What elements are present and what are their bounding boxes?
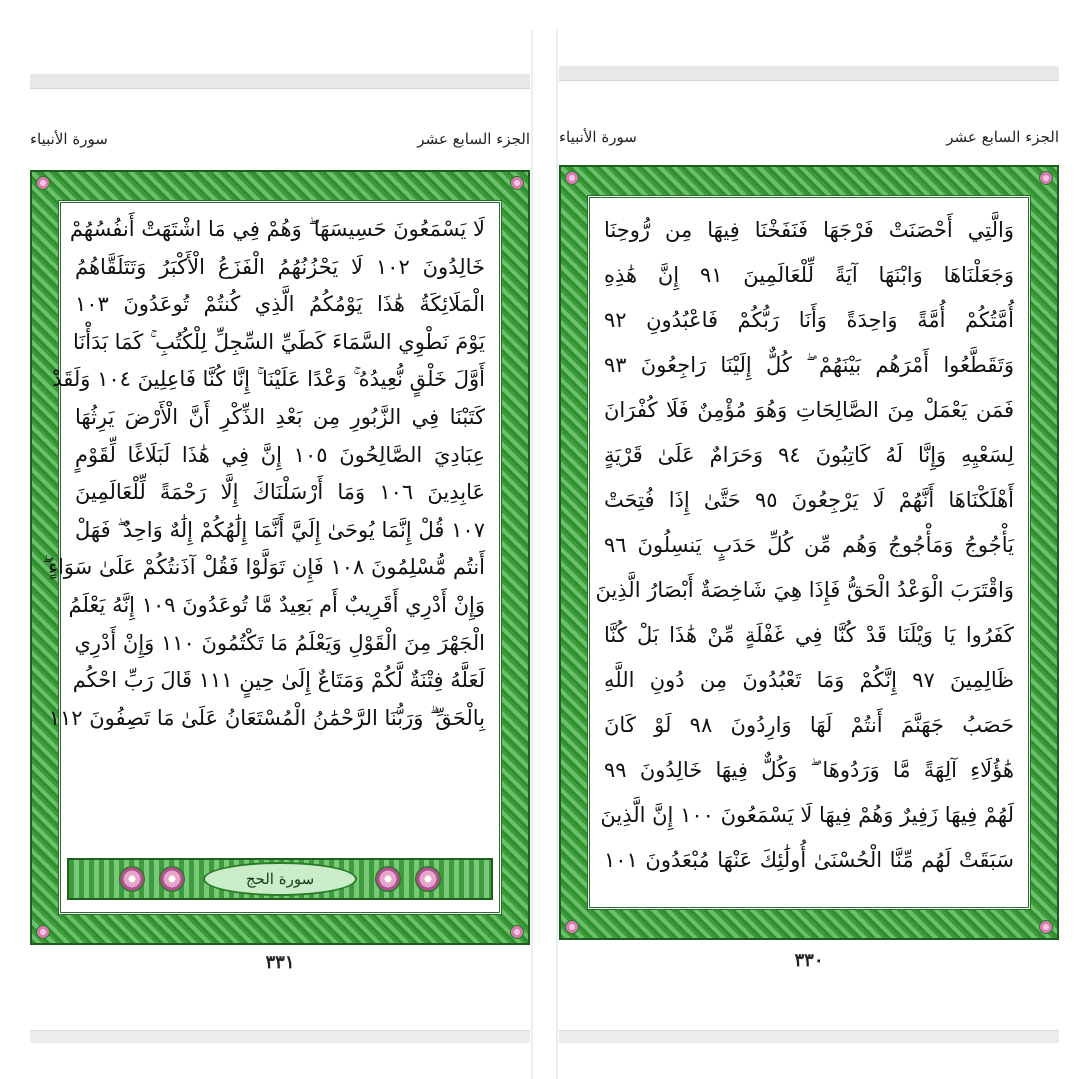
verse-line: لَعَلَّهُ فِتْنَةٌ لَّكُمْ وَمَتَاعٌ إِلَىٰ حِينٍ ١١١ قَالَ رَبِّ احْكُم <box>72 668 485 693</box>
floral-ornament-icon <box>119 866 145 892</box>
verse-line: فَمَن يَعْمَلْ مِنَ الصَّالِحَاتِ وَهُوَ مُؤْمِنٌ فَلَا كُفْرَانَ <box>604 398 1014 422</box>
left-juz-header: الجزء السابع عشر <box>417 130 530 148</box>
left-text-panel <box>42 200 502 915</box>
verse-line: كَفَرُوا يَا وَيْلَنَا قَدْ كُنَّا فِي غَفْلَةٍ مِّنْ هَٰذَا بَلْ كُنَّا <box>604 623 1014 647</box>
verse-line: هَٰؤُلَاءِ آلِهَةً مَّا وَرَدُوهَا ۖ وَكُلٌّ فِيهَا خَالِدُونَ ٩٩ <box>604 758 1014 782</box>
floral-ornament-icon <box>415 866 441 892</box>
verse-line: ظَالِمِينَ ٩٧ إِنَّكُمْ وَمَا تَعْبُدُونَ مِن دُونِ اللَّهِ <box>604 668 1014 692</box>
verse-line: عَابِدِينَ ١٠٦ وَمَا أَرْسَلْنَاكَ إِلَّا رَحْمَةً لِّلْعَالَمِينَ <box>75 480 485 505</box>
floral-ornament-icon <box>375 866 401 892</box>
left-mushaf-page <box>30 0 530 1079</box>
left-page-top-bar <box>30 74 530 89</box>
corner-ornament-icon <box>565 171 579 185</box>
verse-line: الْمَلَائِكَةُ هَٰذَا يَوْمُكُمُ الَّذِي كُنتُمْ تُوعَدُونَ ١٠٣ <box>75 292 485 317</box>
floral-ornament-icon <box>159 866 185 892</box>
verse-line: أَوَّلَ خَلْقٍ نُّعِيدُهُ ۚ وَعْدًا عَلَيْنَا ۚ إِنَّا كُنَّا فَاعِلِينَ ١٠٤ وَلَقَدْ <box>52 367 485 392</box>
verse-line: الْجَهْرَ مِنَ الْقَوْلِ وَيَعْلَمُ مَا تَكْتُمُونَ ١١٠ وَإِنْ أَدْرِي <box>74 630 485 655</box>
verse-line: عِبَادِيَ الصَّالِحُونَ ١٠٥ إِنَّ فِي هَٰذَا لَبَلَاغًا لِّقَوْمٍ <box>75 442 486 467</box>
verse-line: وَإِنْ أَدْرِي أَقَرِيبٌ أَم بَعِيدٌ مَّا تُوعَدُونَ ١٠٩ إِنَّهُ يَعْلَمُ <box>68 592 485 617</box>
verse-line: لِسَعْيِهِ وَإِنَّا لَهُ كَاتِبُونَ ٩٤ وَحَرَامٌ عَلَىٰ قَرْيَةٍ <box>604 443 1014 467</box>
right-page-top-bar <box>559 66 1059 81</box>
verse-line: حَصَبُ جَهَنَّمَ أَنتُمْ لَهَا وَارِدُونَ ٩٨ لَوْ كَانَ <box>604 713 1015 737</box>
verse-line: وَجَعَلْنَاهَا وَابْنَهَا آيَةً لِّلْعَالَمِينَ ٩١ إِنَّ هَٰذِهِ <box>604 263 1014 287</box>
corner-ornament-icon <box>36 176 50 190</box>
verse-line: لَهُمْ فِيهَا زَفِيرٌ وَهُمْ فِيهَا لَا يَسْمَعُونَ ١٠٠ إِنَّ الَّذِينَ <box>600 803 1014 827</box>
verse-line: كَتَبْنَا فِي الزَّبُورِ مِن بَعْدِ الذِّكْرِ أَنَّ الْأَرْضَ يَرِثُهَا <box>75 404 485 429</box>
right-juz-header: الجزء السابع عشر <box>946 128 1059 146</box>
left-page-bottom-bar <box>30 1030 530 1043</box>
verse-line: لَا يَسْمَعُونَ حَسِيسَهَا ۖ وَهُمْ فِي مَا اشْتَهَتْ أَنفُسُهُمْ <box>69 217 485 241</box>
left-surah-header: سورة الأنبياء <box>30 130 108 148</box>
verse-line: خَالِدُونَ ١٠٢ لَا يَحْزُنُهُمُ الْفَزَعُ الْأَكْبَرُ وَتَتَلَقَّاهُمُ <box>75 254 485 279</box>
corner-ornament-icon <box>36 925 50 939</box>
corner-ornament-icon <box>510 925 524 939</box>
corner-ornament-icon <box>1039 920 1053 934</box>
verse-line: وَاقْتَرَبَ الْوَعْدُ الْحَقُّ فَإِذَا هِيَ شَاخِصَةٌ أَبْصَارُ الَّذِينَ <box>595 578 1014 602</box>
verse-line: أَهْلَكْنَاهَا أَنَّهُمْ لَا يَرْجِعُونَ ٩٥ حَتَّىٰ إِذَا فُتِحَتْ <box>604 488 1015 512</box>
right-surah-header: سورة الأنبياء <box>559 128 637 146</box>
page-divider <box>556 30 558 1079</box>
verse-line: بِالْحَقِّ ۗ وَرَبُّنَا الرَّحْمَٰنُ الْمُسْتَعَانُ عَلَىٰ مَا تَصِفُونَ ١١٢ <box>48 705 485 730</box>
left-verse-lines <box>42 211 486 737</box>
right-mushaf-page <box>559 0 1059 1079</box>
right-ornamental-frame <box>559 165 1059 940</box>
verse-line: وَالَّتِي أَحْصَنَتْ فَرْجَهَا فَنَفَخْنَا فِيهَا مِن رُّوحِنَا <box>604 218 1014 242</box>
corner-ornament-icon <box>510 176 524 190</box>
verse-line: وَتَقَطَّعُوا أَمْرَهُم بَيْنَهُمْ ۖ كُلٌّ إِلَيْنَا رَاجِعُونَ ٩٣ <box>604 353 1014 377</box>
verse-line: يَأْجُوجُ وَمَأْجُوجُ وَهُم مِّن كُلِّ حَدَبٍ يَنسِلُونَ ٩٦ <box>604 533 1014 557</box>
verse-line: يَوْمَ نَطْوِي السَّمَاءَ كَطَيِّ السِّجِلِّ لِلْكُتُبِ ۚ كَمَا بَدَأْنَا <box>73 329 485 354</box>
right-page-number: ٣٣٠ <box>794 950 824 971</box>
verse-line: ١٠٧ قُلْ إِنَّمَا يُوحَىٰ إِلَيَّ أَنَّمَا إِلَٰهُكُمْ إِلَٰهٌ وَاحِدٌ ۖ فَهَلْ <box>75 517 485 542</box>
verse-line: أَنتُم مُّسْلِمُونَ ١٠٨ فَإِن تَوَلَّوْا فَقُلْ آذَنتُكُمْ عَلَىٰ سَوَاءٍ ۖ <box>42 555 485 580</box>
corner-ornament-icon <box>565 920 579 934</box>
surah-title-banner <box>67 858 493 900</box>
right-verse-lines <box>595 208 1015 883</box>
next-surah-title: سورة الحج <box>203 862 357 896</box>
right-page-bottom-bar <box>559 1030 1059 1043</box>
right-text-panel <box>587 195 1031 910</box>
left-page-number: ٣٣١ <box>265 952 295 973</box>
verse-line: أُمَّتُكُمْ أُمَّةً وَاحِدَةً وَأَنَا رَبُّكُمْ فَاعْبُدُونِ ٩٢ <box>604 308 1014 332</box>
corner-ornament-icon <box>1039 171 1053 185</box>
left-ornamental-frame <box>30 170 530 945</box>
verse-line: سَبَقَتْ لَهُم مِّنَّا الْحُسْنَىٰ أُولَٰئِكَ عَنْهَا مُبْعَدُونَ ١٠١ <box>604 848 1014 872</box>
page-divider <box>531 30 533 1079</box>
